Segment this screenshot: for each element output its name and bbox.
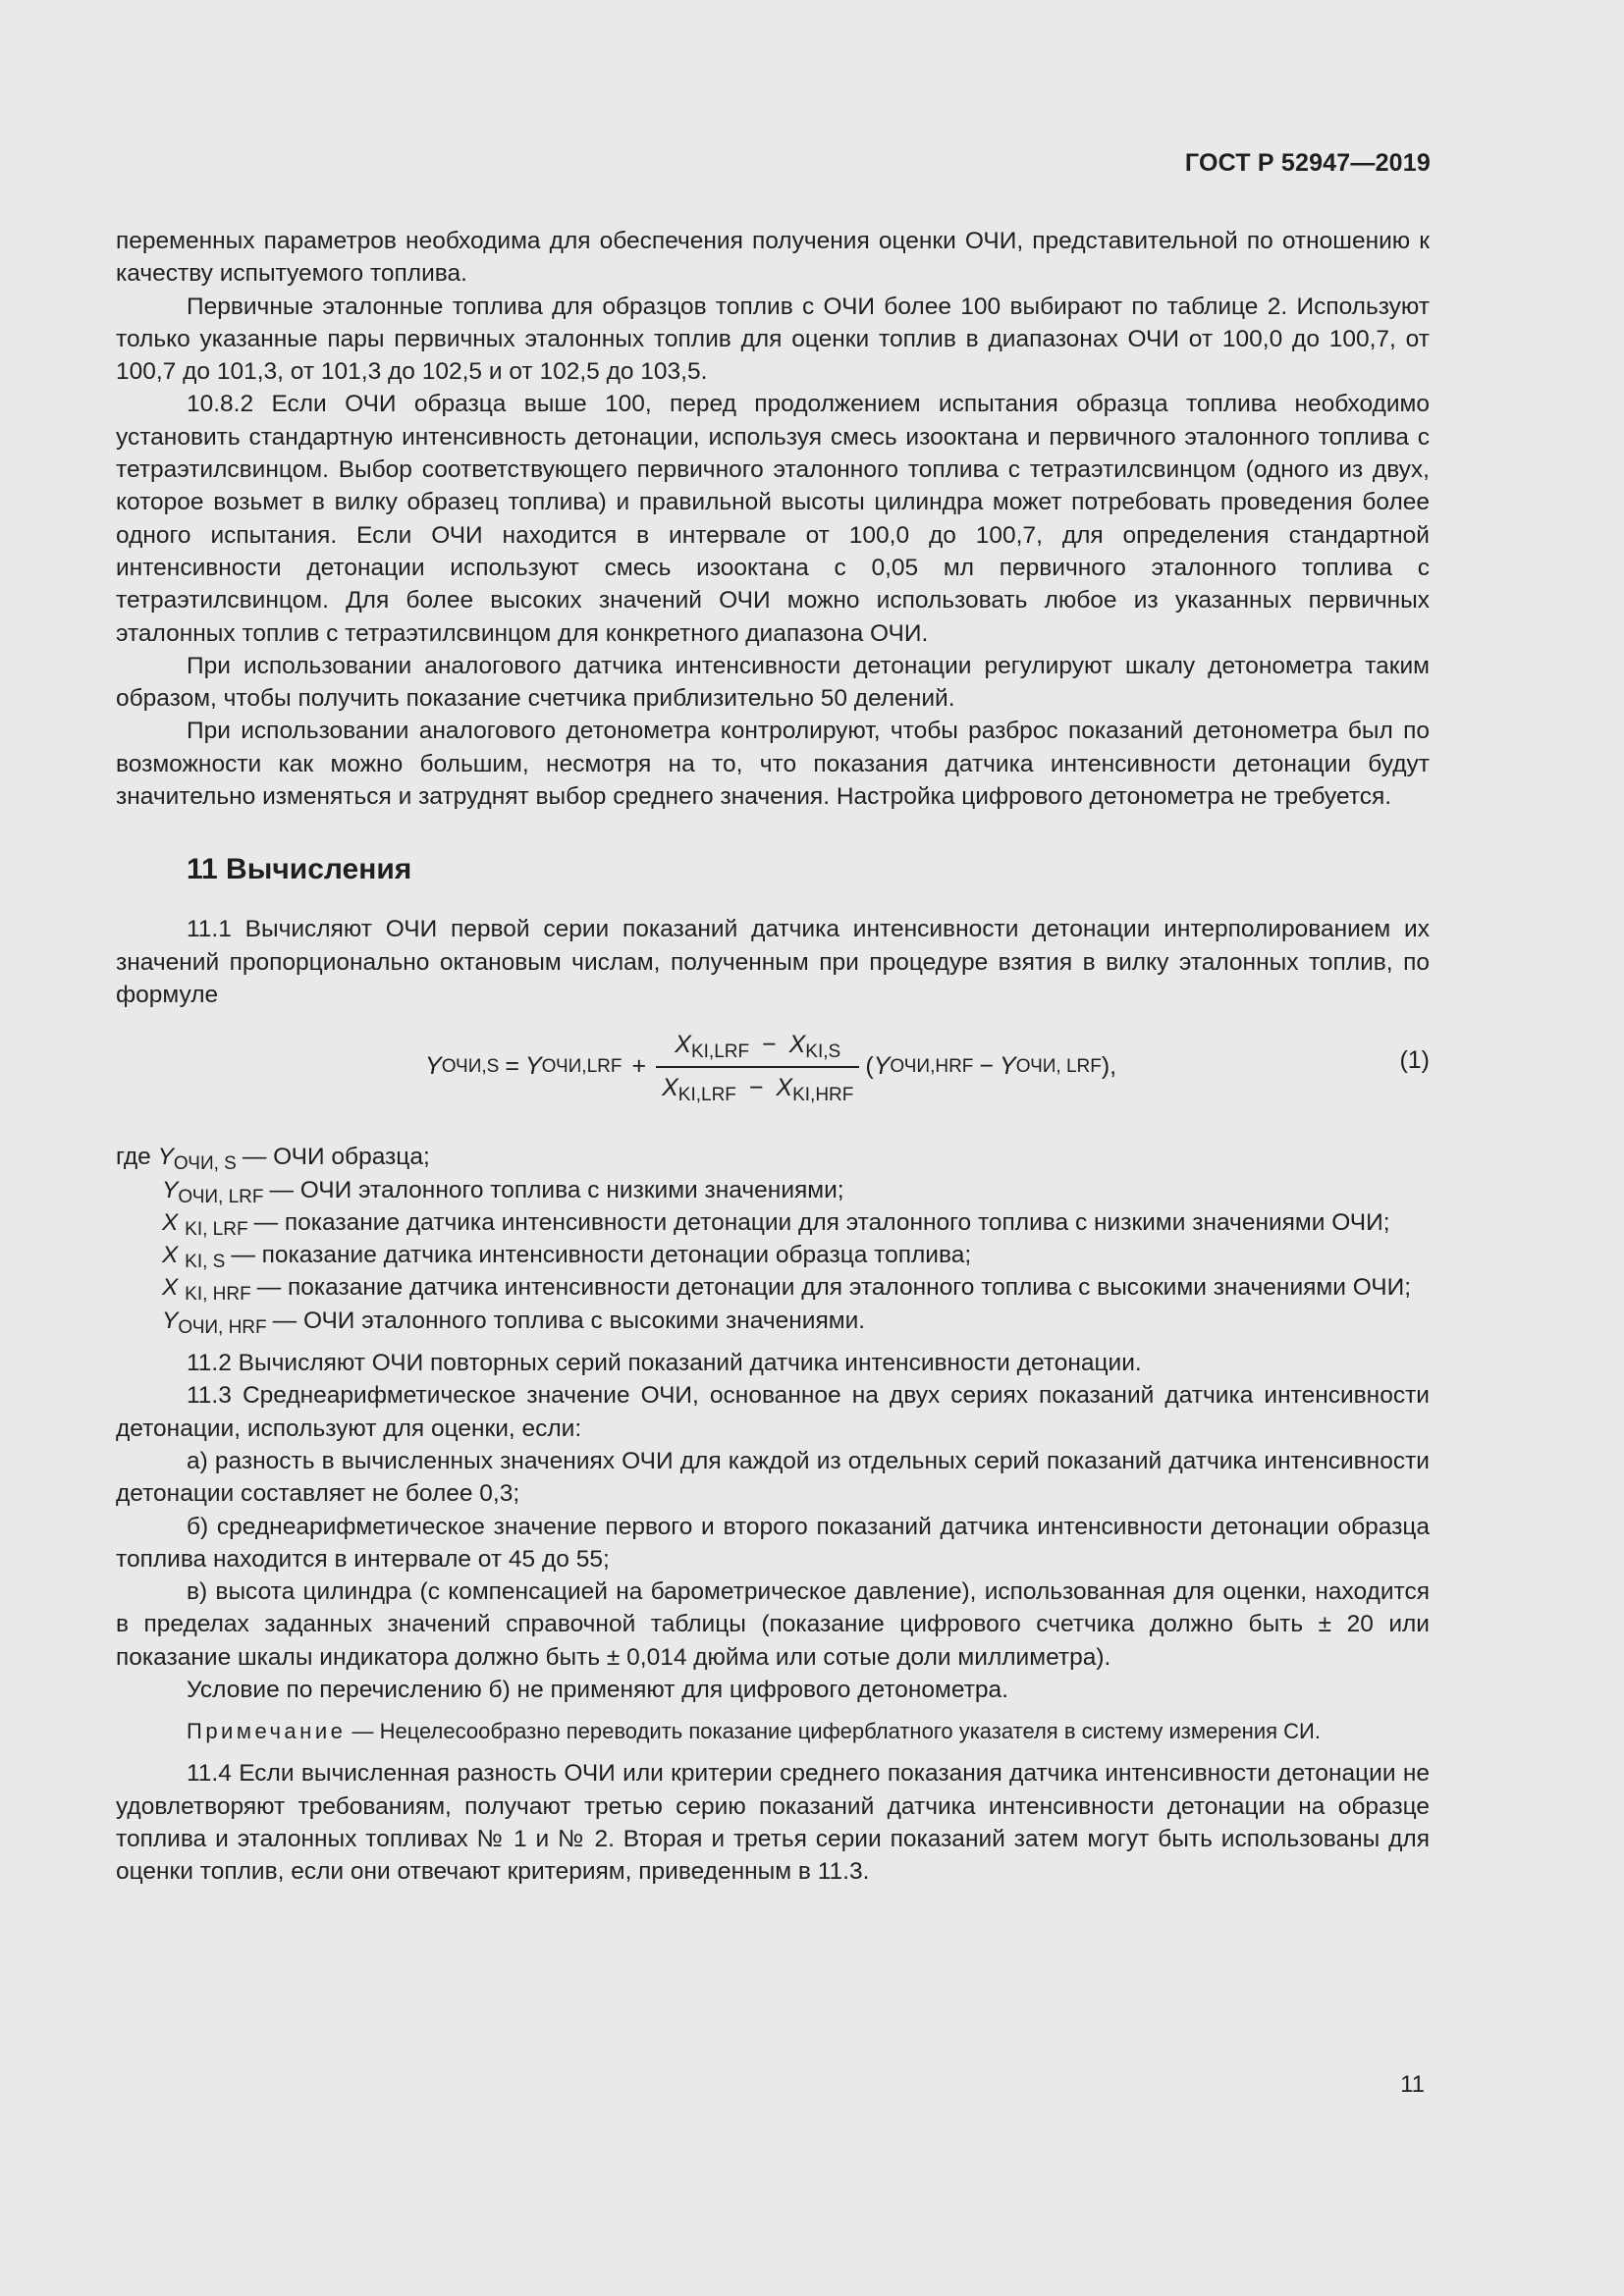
list-item: а) разность в вычисленных значениях ОЧИ для каждой из отдельных серий показаний датчика интенсивности детонации составляет не более 0,3; (116, 1447, 1430, 1508)
legend-item: X $_{KI, HRF}$ — показание датчика интенсивности детонации для эталонного топлива с высокими значениями ОЧИ; (162, 1274, 1412, 1306)
paragraph: переменных параметров необходима для обеспечения получения оценки ОЧИ, представительной по отношению к качеству испытуемого топлива. (116, 228, 1430, 288)
paragraph: При использовании аналогового детонометра контролируют, чтобы разброс показаний детонометра был по возможности как можно большим, несмотря на то, что показания датчика интенсивности детонации будут значительно изменяться и затруднят выбор среднего значения. Настройка цифрового детонометра не требуется. (116, 718, 1430, 811)
paragraph: При использовании аналогового датчика интенсивности детонации регулируют шкалу детонометра таким образом, чтобы получить показание счетчика приблизительно 50 делений. (116, 652, 1430, 713)
list-item: в) высота цилиндра (с компенсацией на барометрическое давление), использованная для оценки, находится в пределах заданных значений справочной таблицы (показание цифрового счетчика должно быть ± 20 или показание шкалы индикатора должно быть ± 0,014 дюйма или сотые доли миллиметра). (116, 1578, 1430, 1671)
formula-1 (116, 1021, 1430, 1135)
list-item: б) среднеарифметическое значение первого и второго показаний датчика интенсивности детонации образца топлива находится в интервале от 45 до 55; (116, 1513, 1430, 1573)
paragraph-11-4: 11.4 Если вычисленная разность ОЧИ или критерии среднего показания датчика интенсивности детонации не удовлетворяют требованиям, получают третью серию показаний датчика интенсивности детонации на образце топлива и эталонных топливах № 1 и № 2. Вторая и третья серии показаний затем могут быть использованы для оценки топлив, если они отвечают критериям, приведенным в 11.3. (116, 1760, 1430, 1886)
note-label: Примечание (187, 1719, 347, 1744)
formula-number: (1) (1399, 1046, 1430, 1075)
paragraph: Первичные эталонные топлива для образцов топлив с ОЧИ более 100 выбирают по таблице 2. Используют только указанные пары первичных эталонных топлив для оценки топлив в диапазонах ОЧИ от 100,0 до 100,7, от 100,7 до 101,3, от 101,3 до 102,5 и от 102,5 до 103,5. (116, 293, 1430, 386)
note (116, 1716, 1430, 1747)
formula-expression: Y ОЧИ,S = Y ОЧИ,LRF + $\frac{X_{KI,LRF} - X_{KI,S}}{X_{KI,LRF} - X_{KI,HRF}}$ ( Y ОЧИ,HRF − Y ОЧИ, LRF ), (425, 1031, 1117, 1105)
fraction-denominator: $X_{KI,LRF} - X_{KI,HRF}$ (656, 1066, 859, 1104)
paragraph-11-3: 11.3 Среднеарифметическое значение ОЧИ, основанное на двух сериях показаний датчика интенсивности детонации, используют для оценки, если: (116, 1382, 1430, 1442)
page-number: 11 (1400, 2071, 1425, 2098)
section-heading: 11 Вычисления (187, 853, 412, 886)
legend-item: $Y_{ОЧИ, LRF}$ — ОЧИ эталонного топлива с низкими значениями; (162, 1176, 844, 1207)
legend-item: X $_{KI, LRF}$ — показание датчика интенсивности детонации для эталонного топлива с низкими значениями ОЧИ; (162, 1208, 1390, 1240)
paragraph-11-1: 11.1 Вычисляют ОЧИ первой серии показаний датчика интенсивности детонации интерполированием их значений пропорционально октановым числам, полученным при процедуре взятия в вилку эталонных топлив, по формуле (116, 916, 1430, 1008)
paragraph-11-2: 11.2 Вычисляют ОЧИ повторных серий показаний датчика интенсивности детонации. (187, 1350, 1142, 1377)
legend-item: $Y_{ОЧИ, HRF}$ — ОЧИ эталонного топлива с высокими значениями. (162, 1307, 866, 1338)
formula-fraction (656, 1029, 859, 1104)
legend-item: X $_{KI, S}$ — показание датчика интенсивности детонации образца топлива; (162, 1242, 972, 1273)
document-header-id: ГОСТ Р 52947—2019 (1184, 149, 1431, 177)
paragraph: 10.8.2 Если ОЧИ образца выше 100, перед продолжением испытания образца топлива необходимо установить стандартную интенсивность детонации, используя смесь изооктана и первичного эталонного топлива с тетраэтилсвинцом. Выбор соответствующего первичного эталонного топлива с тетраэтилсвинцом (одного из двух, которое возьмет в вилку образец топлива) и правильной высоты цилиндра может потребовать проведения более одного испытания. Если ОЧИ находится в интервале от 100,0 до 100,7, для определения стандартной интенсивности детонации используют смесь изооктана с 0,05 мл первичного эталонного топлива с тетраэтилсвинцом. Для более высоких значений ОЧИ можно использовать любое из указанных первичных эталонных топлив с тетраэтилсвинцом для конкретного диапазона ОЧИ. (116, 391, 1430, 647)
page-content (116, 225, 1430, 1888)
legend-item: где $Y_{ОЧИ, S}$ — ОЧИ образца; (116, 1144, 430, 1175)
paragraph: Условие по перечислению б) не применяют для цифрового детонометра. (187, 1676, 1008, 1703)
fraction-numerator: $X_{KI,LRF} - X_{KI,S}$ (675, 1031, 841, 1063)
variable-legend (116, 1141, 1430, 1337)
note-text: — Нецелесообразно переводить показание циферблатного указателя в систему измерения СИ. (346, 1719, 1321, 1744)
